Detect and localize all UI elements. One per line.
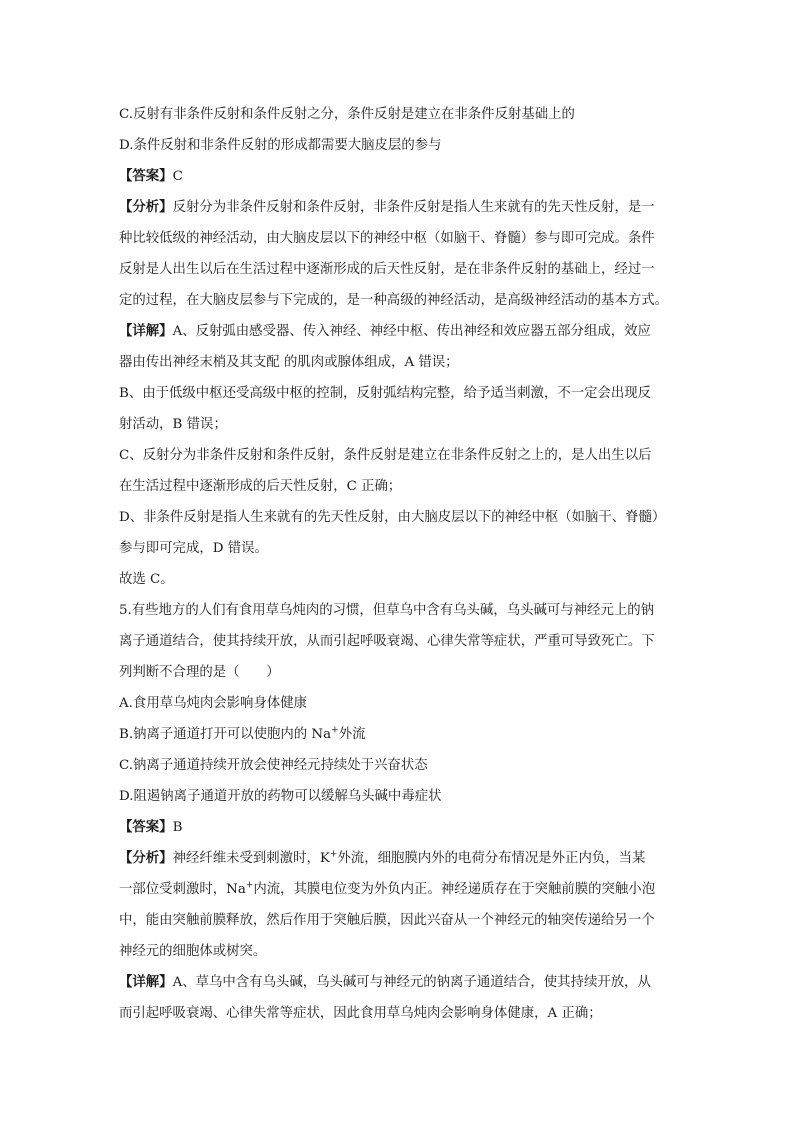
detail-text: A、反射弧由感受器、传入神经、神经中枢、传出神经和效应器五部分组成，效应 <box>172 324 651 339</box>
analysis-text: 反射分为非条件反射和条件反射，非条件反射是指人生来就有的先天性反射，是一 <box>172 200 655 215</box>
superscript: + <box>329 849 338 860</box>
answer-value: B <box>172 820 183 835</box>
detail-tag: 【详解】 <box>119 323 173 339</box>
q5-answer <box>119 812 679 843</box>
q5-detail-line: 而引起呼吸衰竭、心律失常等症状，因此食用草乌炖肉会影响身体健康，A 正确； <box>119 1006 602 1021</box>
option-b-text: 外流 <box>338 727 366 742</box>
q4-answer <box>119 161 679 192</box>
analysis-text: 外流，细胞膜内外的电荷分布情况是外正内负，当某 <box>337 851 646 866</box>
q4-conclusion: 故选 C。 <box>119 572 174 587</box>
q5-option-b <box>119 719 679 750</box>
q5-stem-line: 5.有些地方的人们有食用草乌炖肉的习惯，但草乌中含有乌头碱，乌头碱可与神经元上的钠 <box>119 603 655 618</box>
q4-analysis-line: 反射是人出生以后在生活过程中逐渐形成的后天性反射，是在非条件反射的基础上，经过一 <box>119 262 655 277</box>
analysis-tag: 【分析】 <box>119 199 173 215</box>
detail-text: A、草乌中含有乌头碱，乌头碱可与神经元的钠离子通道结合，使其持续开放，从 <box>172 975 651 990</box>
q4-detail-line: 射活动，B 错误； <box>119 417 227 432</box>
q5-analysis-line: 中，能由突触前膜释放，然后作用于突触后膜，因此兴奋从一个神经元的轴突传递给另一个 <box>119 913 655 928</box>
q5-option-a: A.食用草乌炖肉会影响身体健康 <box>119 696 308 711</box>
q5-analysis-line <box>119 843 679 874</box>
q4-analysis-line: 定的过程，在大脑皮层参与下完成的，是一种高级的神经活动，是高级神经活动的基本方式。 <box>119 293 669 308</box>
q4-detail-line: C、反射分为非条件反射和条件反射，条件反射是建立在非条件反射之上的，是人出生以后 <box>119 448 652 463</box>
document-body <box>119 99 679 1029</box>
q5-analysis-line <box>119 874 679 905</box>
q5-stem-line: 列判断不合理的是（ ） <box>119 665 280 680</box>
q4-detail-line: 器由传出神经末梢及其支配 的肌肉或腺体组成，A 错误； <box>119 355 459 370</box>
q4-detail-line <box>119 316 679 347</box>
q4-detail-line: D、非条件反射是指人生来就有的先天性反射，由大脑皮层以下的神经中枢（如脑干、脊髓） <box>119 510 666 525</box>
q5-option-d: D.阻遏钠离子通道开放的药物可以缓解乌头碱中毒症状 <box>119 789 442 804</box>
detail-tag: 【详解】 <box>119 974 173 990</box>
analysis-text: 一部位受刺激时，Na <box>119 882 246 897</box>
q4-option-c: C.反射有非条件反射和条件反射之分，条件反射是建立在非条件反射基础上的 <box>119 107 575 122</box>
superscript: + <box>245 880 254 891</box>
option-b-text: B.钠离子通道打开可以使胞内的 Na <box>119 727 332 742</box>
answer-tag: 【答案】 <box>119 819 173 835</box>
q4-detail-line: B、由于低级中枢还受高级中枢的控制，反射弧结构完整，给予适当刺激，不一定会出现反 <box>119 386 652 401</box>
q5-option-c: C.钠离子通道持续开放会使神经元持续处于兴奋状态 <box>119 758 428 773</box>
answer-value: C <box>172 169 183 184</box>
q4-detail-line: 在生活过程中逐渐形成的后天性反射，C 正确； <box>119 479 402 494</box>
superscript: + <box>331 725 339 736</box>
answer-tag: 【答案】 <box>119 168 173 184</box>
analysis-text: 内流，其膜电位变为外负内正。神经递质存在于突触前膜的突触小泡 <box>253 882 656 897</box>
q5-stem-line: 离子通道结合，使其持续开放，从而引起呼吸衰竭、心律失常等症状，严重可导致死亡。下 <box>119 634 655 649</box>
q4-analysis-line: 种比较低级的神经活动，由大脑皮层以下的神经中枢（如脑干、脊髓）参与即可完成。条件 <box>119 231 655 246</box>
q5-analysis-line: 神经元的细胞体或树突。 <box>119 944 267 959</box>
q5-detail-line <box>119 967 679 998</box>
analysis-text: 神经纤维未受到刺激时，K <box>172 851 330 866</box>
q4-option-d: D.条件反射和非条件反射的形成都需要大脑皮层的参与 <box>119 138 442 153</box>
q4-detail-line: 参与即可完成，D 错误。 <box>119 541 268 556</box>
q4-analysis-line <box>119 192 679 223</box>
analysis-tag: 【分析】 <box>119 850 173 866</box>
